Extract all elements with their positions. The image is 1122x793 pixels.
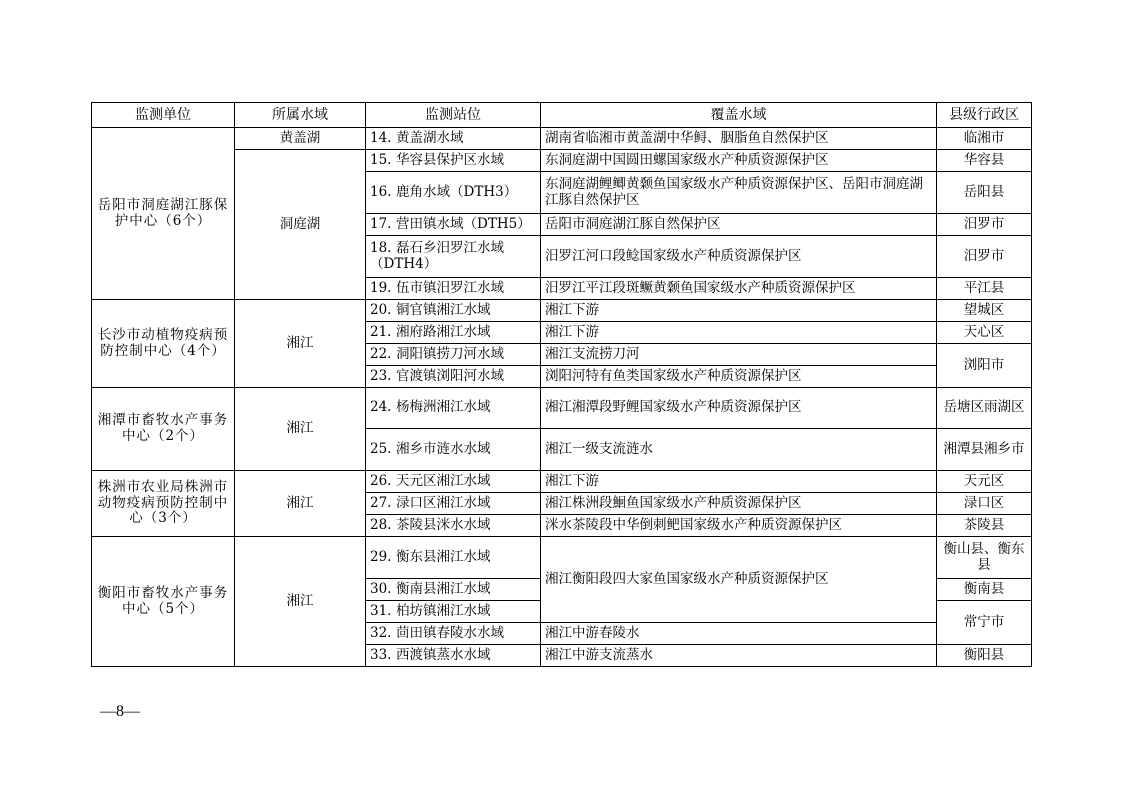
table-row	[92, 537, 1032, 579]
station-cell: 25. 湘乡市涟水水域	[366, 429, 541, 471]
county-cell: 衡南县	[937, 579, 1032, 601]
station-cell: 17. 营田镇水域（DTH5）	[366, 214, 541, 236]
station-cell: 20. 铜官镇湘江水域	[366, 300, 541, 322]
county-cell: 汨罗市	[937, 236, 1032, 278]
county-cell: 平江县	[937, 278, 1032, 300]
county-cell: 岳阳县	[937, 172, 1032, 214]
water-cell: 湘江	[235, 537, 366, 667]
table-row	[92, 471, 1032, 493]
coverage-cell: 湘江下游	[541, 300, 937, 322]
county-cell: 华容县	[937, 150, 1032, 172]
station-cell: 27. 渌口区湘江水域	[366, 493, 541, 515]
coverage-cell: 岳阳市洞庭湖江豚自然保护区	[541, 214, 937, 236]
unit-cell: 湘潭市畜牧水产事务中心（2个）	[92, 388, 235, 471]
unit-cell: 株洲市农业局株洲市动物疫病预防控制中心（3个）	[92, 471, 235, 537]
header-county: 县级行政区	[937, 103, 1032, 128]
unit-cell: 衡阳市畜牧水产事务中心（5个）	[92, 537, 235, 667]
water-cell: 洞庭湖	[235, 150, 366, 300]
station-cell: 23. 官渡镇浏阳河水域	[366, 366, 541, 388]
county-cell: 渌口区	[937, 493, 1032, 515]
header-unit: 监测单位	[92, 103, 235, 128]
page-number: —8—	[100, 703, 140, 720]
county-cell: 岳塘区雨湖区	[937, 388, 1032, 429]
county-cell: 浏阳市	[937, 344, 1032, 388]
coverage-cell: 洣水茶陵段中华倒刺鲃国家级水产种质资源保护区	[541, 515, 937, 537]
county-cell: 湘潭县湘乡市	[937, 429, 1032, 471]
station-cell: 29. 衡东县湘江水域	[366, 537, 541, 579]
station-cell: 28. 茶陵县洣水水域	[366, 515, 541, 537]
unit-cell: 岳阳市洞庭湖江豚保护中心（6个）	[92, 128, 235, 300]
county-cell: 临湘市	[937, 128, 1032, 150]
coverage-cell: 湘江中游支流蒸水	[541, 645, 937, 667]
station-cell: 30. 衡南县湘江水域	[366, 579, 541, 601]
county-cell: 天心区	[937, 322, 1032, 344]
table-row	[92, 388, 1032, 429]
station-cell: 32. 茴田镇春陵水水域	[366, 623, 541, 645]
station-cell: 14. 黄盖湖水域	[366, 128, 541, 150]
coverage-cell: 湘江中游春陵水	[541, 623, 937, 645]
water-cell: 湘江	[235, 300, 366, 388]
station-cell: 16. 鹿角水域（DTH3）	[366, 172, 541, 214]
water-cell: 湘江	[235, 388, 366, 471]
coverage-cell: 湘江一级支流涟水	[541, 429, 937, 471]
coverage-cell: 湘江株洲段鮰鱼国家级水产种质资源保护区	[541, 493, 937, 515]
station-cell: 21. 湘府路湘江水域	[366, 322, 541, 344]
coverage-cell: 东洞庭湖中国圆田螺国家级水产种质资源保护区	[541, 150, 937, 172]
station-cell: 19. 伍市镇汨罗江水域	[366, 278, 541, 300]
water-cell: 湘江	[235, 471, 366, 537]
station-cell: 24. 杨梅洲湘江水域	[366, 388, 541, 429]
monitoring-station-table	[91, 102, 1032, 667]
coverage-cell: 湖南省临湘市黄盖湖中华鲟、胭脂鱼自然保护区	[541, 128, 937, 150]
table-header-row	[92, 103, 1032, 128]
header-water-area: 所属水域	[235, 103, 366, 128]
station-cell: 31. 柏坊镇湘江水域	[366, 601, 541, 623]
table-row	[92, 128, 1032, 150]
coverage-cell: 汨罗江河口段鲶国家级水产种质资源保护区	[541, 236, 937, 278]
coverage-cell: 浏阳河特有鱼类国家级水产种质资源保护区	[541, 366, 937, 388]
station-cell: 15. 华容县保护区水域	[366, 150, 541, 172]
water-cell: 黄盖湖	[235, 128, 366, 150]
county-cell: 常宁市	[937, 601, 1032, 645]
county-cell: 天元区	[937, 471, 1032, 493]
coverage-cell: 湘江支流捞刀河	[541, 344, 937, 366]
table-row	[92, 300, 1032, 322]
header-coverage: 覆盖水域	[541, 103, 937, 128]
county-cell: 汨罗市	[937, 214, 1032, 236]
county-cell: 衡阳县	[937, 645, 1032, 667]
coverage-cell: 湘江湘潭段野鲤国家级水产种质资源保护区	[541, 388, 937, 429]
header-station: 监测站位	[366, 103, 541, 128]
coverage-cell: 东洞庭湖鲤鲫黄颡鱼国家级水产种质资源保护区、岳阳市洞庭湖江豚自然保护区	[541, 172, 937, 214]
coverage-cell: 湘江下游	[541, 471, 937, 493]
coverage-cell: 汨罗江平江段斑鳜黄颡鱼国家级水产种质资源保护区	[541, 278, 937, 300]
station-cell: 26. 天元区湘江水域	[366, 471, 541, 493]
county-cell: 衡山县、衡东县	[937, 537, 1032, 579]
station-cell: 22. 洞阳镇捞刀河水域	[366, 344, 541, 366]
county-cell: 茶陵县	[937, 515, 1032, 537]
station-cell: 18. 磊石乡汨罗江水域（DTH4）	[366, 236, 541, 278]
station-cell: 33. 西渡镇蒸水水域	[366, 645, 541, 667]
unit-cell: 长沙市动植物疫病预防控制中心（4个）	[92, 300, 235, 388]
coverage-cell: 湘江衡阳段四大家鱼国家级水产种质资源保护区	[541, 537, 937, 623]
county-cell: 望城区	[937, 300, 1032, 322]
coverage-cell: 湘江下游	[541, 322, 937, 344]
